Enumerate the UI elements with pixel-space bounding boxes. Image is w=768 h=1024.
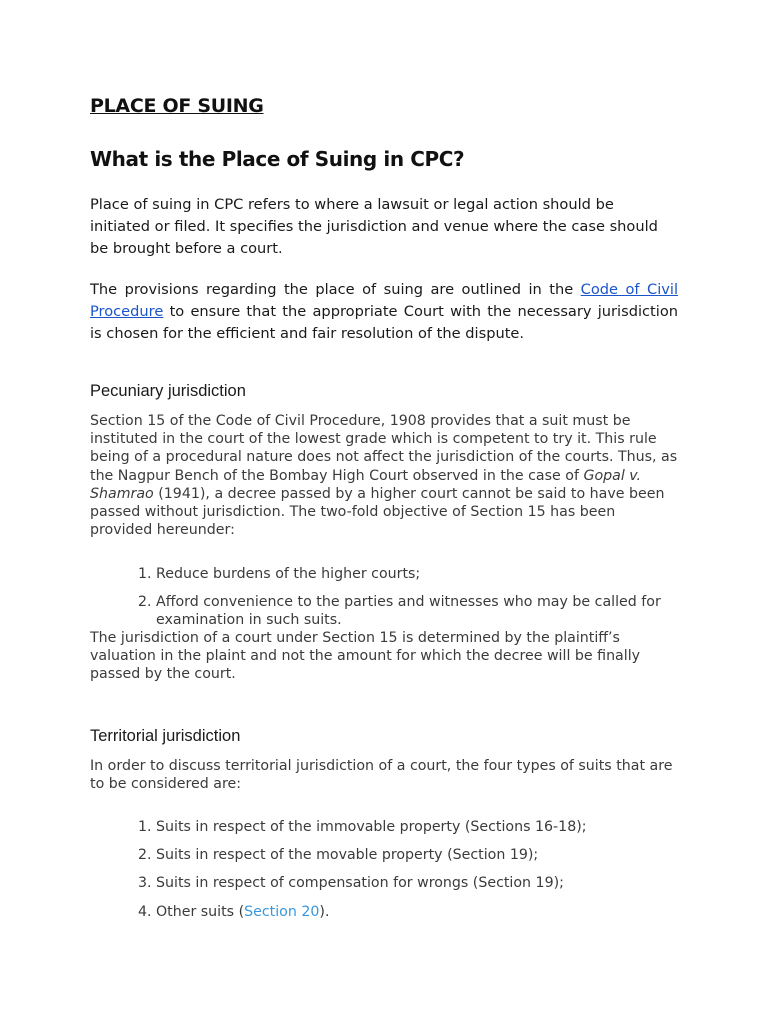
list-item: 1. Reduce burdens of the higher courts;: [156, 565, 686, 583]
territorial-intro-paragraph: In order to discuss territorial jurisdiction of a court, the four types of suits that are to be considered are:: [90, 758, 673, 793]
intro-paragraph: Place of suing in CPC refers to where a lawsuit or legal action should be initiated or filed. It specifies the jurisdiction and venue where the case should be brought before a court.: [90, 196, 658, 257]
provisions-text-before: The provisions regarding the place of suing are outlined in the: [90, 281, 581, 298]
other-suits-suffix: ).: [319, 903, 330, 920]
pecuniary-jurisdiction-heading: Pecuniary jurisdiction: [90, 382, 246, 400]
code-of-civil-procedure-link[interactable]: Code of Civil Procedure: [90, 281, 679, 320]
document-title: PLACE OF SUING: [90, 95, 264, 117]
pecuniary-paragraph: [90, 412, 680, 539]
provisions-paragraph: [90, 279, 678, 345]
main-heading: What is the Place of Suing in CPC?: [90, 147, 465, 171]
list-item: 2. Afford convenience to the parties and witnesses who may be called for examination in such suits.: [156, 593, 686, 629]
list-item: [156, 903, 686, 921]
list-item: 2. Suits in respect of the movable property (Section 19);: [156, 846, 686, 864]
territorial-suits-list: [132, 818, 686, 931]
pecuniary-closing-paragraph: The jurisdiction of a court under Section 15 is determined by the plaintiff’s valuation in the plaint and not the amount for which the decree will be finally passed by the court.: [90, 630, 641, 683]
list-item: 1. Suits in respect of the immovable property (Sections 16-18);: [156, 818, 686, 836]
list-item: 3. Suits in respect of compensation for wrongs (Section 19);: [156, 874, 686, 892]
territorial-jurisdiction-heading: Territorial jurisdiction: [90, 727, 241, 745]
provisions-text-after: to ensure that the appropriate Court with the necessary jurisdiction is chosen for the efficient and fair resolution of the dispute.: [90, 303, 678, 342]
pecuniary-text-part2: (1941), a decree passed by a higher court cannot be said to have been passed without jurisdiction. The two-fold objective of Section 15 has been provided hereunder:: [90, 485, 665, 539]
case-name: Gopal v. Shamrao: [90, 467, 642, 502]
section-20-link[interactable]: Section 20: [244, 903, 320, 920]
other-suits-prefix: Other suits (: [156, 903, 245, 920]
pecuniary-text-part1: Section 15 of the Code of Civil Procedure, 1908 provides that a suit must be instituted in the court of the lowest grade which is competent to try it. This rule being of a procedural nature does not affect the jurisdiction of the courts. Thus, as the Nagpur Bench of the Bombay High Court observed in the case of: [90, 413, 678, 484]
